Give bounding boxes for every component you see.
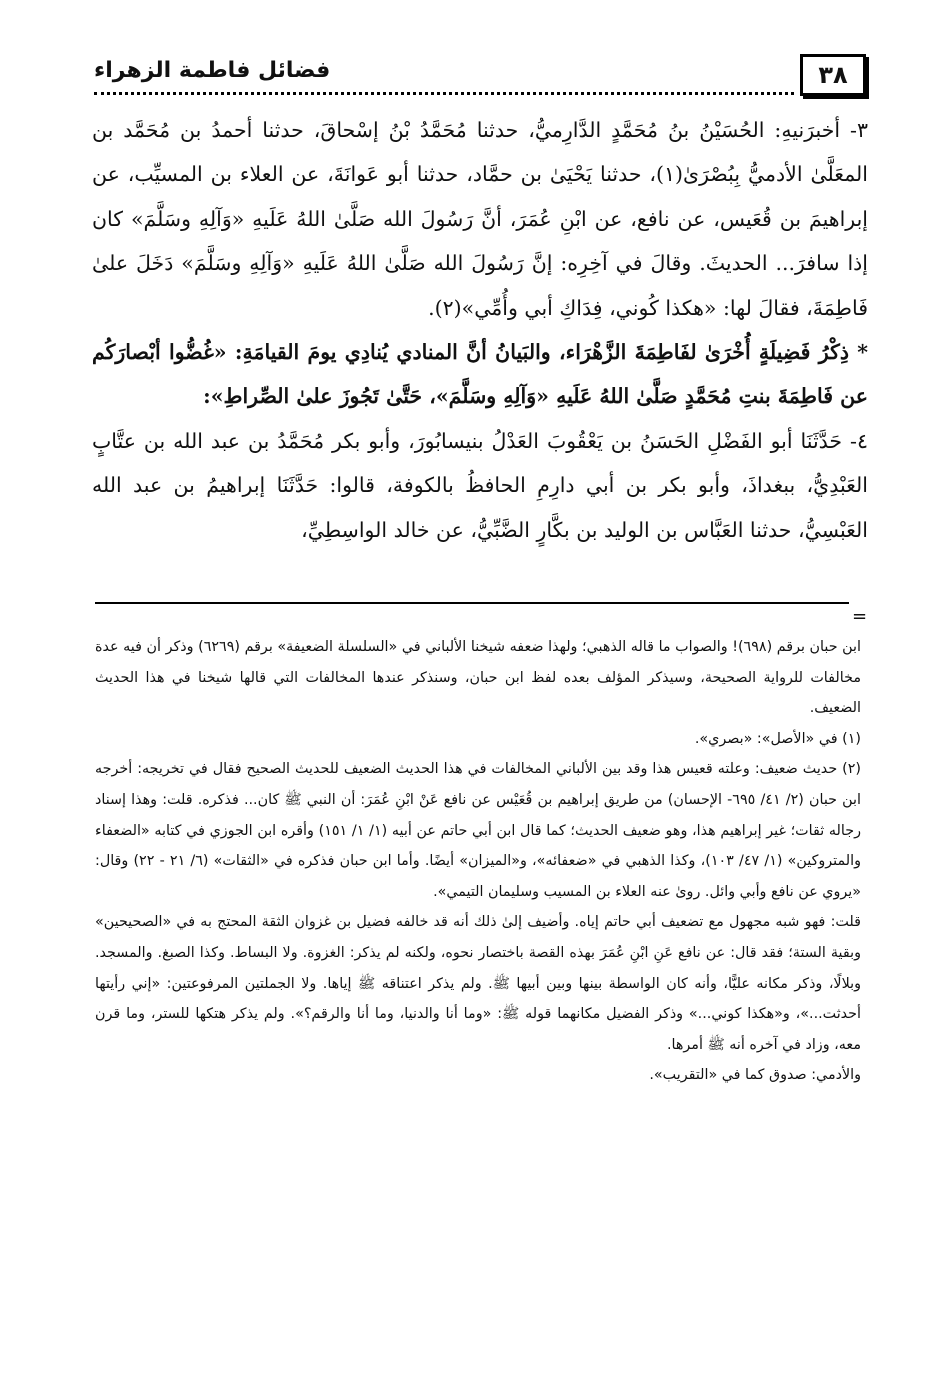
footnote-3: قلت: فهو شبه مجهول مع تضعيف أبي حاتم إياه. وأضيف إلىٰ ذلك أنه قد خالفه فضيل بن غزوان الثقة المحتج به في «الصحيحين» وبقية الستة؛ فقد قال: عن نافع عَنِ ابْنِ عُمَرَ بهذه القصة باختصار نحوه، ولكنه لم يذكر: الغزوة. ولا البساط. وكذا الصبغ. والمسجد. وبلالًا، وذكر مكانه عليًّا، وأنه كان الواسطة بينها وبين أبيها ﷺ. ولم يذكر اعتناقه ﷺ إياها. ولا الجملتين المرفوعتين: «إني رأيتها أحدثت...»، و«هكذا كوني...» وذكر الفضيل مكانهما قوله ﷺ: «وما أنا والدنيا، وما أنا والرقم؟». ولم يذكر هتكها للستر، وما قرن معه، وزاد في آخره أنه ﷺ أمرها. xyxy=(95,914,861,1053)
continuation-mark: = xyxy=(852,606,868,627)
footnote-2: (٢) حديث ضعيف: وعلته قعيس هذا وقد بين الألباني المخالفات في هذا الحديث الضعيف للحديث الصحيح فقال في تخريجه: أخرجه ابن حبان (٢/ ٤١/ ٦٩٥- الإحسان) من طريق إبراهيم بن قُعَيْس عن نافع عَنْ ابْنِ عُمَرَ: أن النبي ﷺ كان... فذكره. قلت: وهذا إسناد رجاله ثقات؛ غير إبراهيم هذا، وهو ضعيف الحديث؛ كما قال ابن أبي حاتم عن أبيه (١/ ١/ ١٥١) وأقره ابن الجوزي في كتابه «الضعفاء والمتروكين» (١/ ٤٧/ ١٠٣)، وكذا الذهبي في «ضعفائه»، و«الميزان» أيضًا. وأما ابن حبان فذكره في «الثقات» (٦/ ٢١ - ٢٢) وقال: «يروي عن نافع وأبي وائل. روىٰ عنه العلاء بن المسيب وسليمان التيمي». xyxy=(95,761,861,900)
page-header xyxy=(94,52,866,98)
footnote-divider xyxy=(95,602,849,604)
footnotes xyxy=(95,632,861,1091)
hadith-paragraph-4: ٤- حَدَّثَنَا أبو الفَضْلِ الحَسَنُ بن يَعْقُوبَ العَدْلُ بنيسابُورَ، وأبو بكر مُحَمَّدُ بن عبد الله بن عتَّابٍ العَبْدِيُّ، ببغداذَ، وأبو بكر بن أبي دارِمِ الحافظُ بالكوفة، قالوا: حَدَّثَنَا إبراهيمُ بن عبد الله العَبْسِيُّ، حدثنا العَبَّاس بن الوليد بن بكَّارٍ الضَّبِّيُّ، عن خالد الواسِطِيِّ، xyxy=(92,428,868,542)
section-heading: * ذِكْرُ فَضِيلَةٍ أُخْرَىٰ لفَاطِمَةَ الزَّهْرَاء، والبَيانُ أنَّ المنادي يُنادِي يومَ القيامَةِ: «غُضُّوا أبْصارَكُم عن فَاطِمَةَ بنتِ مُحَمَّدٍ صَلَّىٰ اللهُ عَلَيهِ «وَآلِهِ وسَلَّمَ»، حَتَّىٰ تَجُوزَ علىٰ الصِّراطِ»: xyxy=(92,340,868,409)
page-number: ٣٨ xyxy=(800,54,866,96)
footnote-4: والأدمي: صدوق كما في «التقريب». xyxy=(649,1067,861,1084)
footnote-1: (١) في «الأصل»: «بصري». xyxy=(694,730,861,747)
header-dotted-rule xyxy=(94,92,794,95)
main-text xyxy=(92,108,868,552)
hadith-paragraph-3: ٣- أخبرَنيهِ: الحُسَيْنُ بنُ مُحَمَّدٍ الدَّارِميُّ، حدثنا مُحَمَّدُ بْنُ إسْحاقَ، حدثنا أحمدُ بن مُحَمَّد بن المعَلَّىٰ الأدميُّ بِبُصْرَىٰ(١)، حدثنا يَحْيَىٰ بن حمَّاد، حدثنا أبو عَوانَةَ، عن العلاء بن المسيِّب، عن إبراهيمَ بن قُعَيس، عن نافع، عن ابْنِ عُمَرَ، أنَّ رَسُولَ الله صَلَّىٰ اللهُ عَلَيهِ «وَآلِهِ وسَلَّمَ» كان إذا سافرَ... الحديثَ. وقالَ في آخِرِه: إنَّ رَسُولَ الله صَلَّىٰ اللهُ عَلَيهِ «وَآلِهِ وسَلَّمَ» دَخَلَ علىٰ فَاطِمَةَ، فقالَ لها: «هكذا كُوني، فِدَاكِ أبي وأُمِّي»(٢). xyxy=(92,118,868,320)
footnote-continuation: ابن حبان برقم (٦٩٨)! والصواب ما قاله الذهبي؛ ولهذا ضعفه شيخنا الألباني في «السلسلة الضعيفة» برقم (٦٢٦٩) وذكر أن فيه عدة مخالفات للرواية الصحيحة، وسيذكر المؤلف بعده لفظ ابن حبان، وسنذكر عندها المخالفات التي قالها شيخنا في هذا الحديث الضعيف. xyxy=(95,639,861,717)
running-title: فضائل فاطمة الزهراء xyxy=(94,58,331,83)
